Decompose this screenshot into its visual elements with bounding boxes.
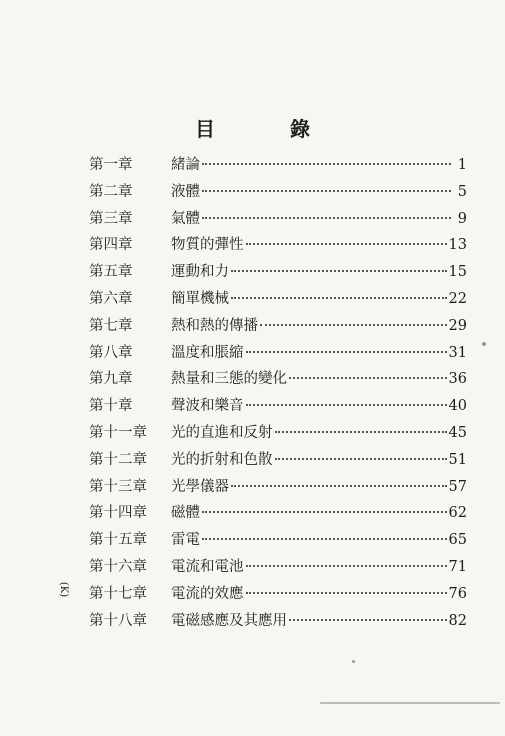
- chapter-number: 第十四章: [89, 505, 147, 522]
- chapter-title: 氣體: [171, 210, 200, 227]
- dot-leader: [202, 511, 447, 513]
- toc-entry[interactable]: [89, 527, 467, 554]
- chapter-title: 雷電: [171, 532, 200, 549]
- toc-entry[interactable]: [89, 152, 467, 179]
- dot-leader: [246, 243, 447, 245]
- page-number: 13: [448, 237, 467, 254]
- toc-entry[interactable]: [89, 179, 467, 206]
- chapter-title: 熱和熱的傳播: [171, 317, 258, 334]
- chapter-title: 溫度和脹縮: [171, 344, 244, 361]
- side-page-mark: (K): [58, 581, 70, 598]
- page-number: 15: [448, 264, 467, 281]
- chapter-number: 第十二章: [89, 451, 147, 468]
- dot-leader: [202, 163, 451, 165]
- chapter-number: 第十一章: [89, 424, 147, 441]
- chapter-title: 聲波和樂音: [171, 398, 244, 415]
- dot-leader: [275, 458, 447, 460]
- dot-leader: [231, 485, 447, 487]
- dot-leader: [289, 377, 447, 379]
- page-number: 82: [448, 612, 467, 629]
- chapter-title: 簡單機械: [171, 290, 229, 307]
- dot-leader: [246, 592, 447, 594]
- chapter-title: 光學儀器: [171, 478, 229, 495]
- dot-leader: [275, 431, 447, 433]
- page-number: 76: [448, 585, 467, 602]
- dot-leader: [246, 351, 447, 353]
- page-number: 51: [448, 451, 467, 468]
- chapter-title: 電流和電池: [171, 558, 244, 575]
- table-of-contents: [89, 152, 467, 634]
- chapter-title: 物質的彈性: [171, 237, 244, 254]
- toc-entry[interactable]: [89, 340, 467, 367]
- chapter-number: 第十五章: [89, 532, 147, 549]
- page-number: 9: [457, 210, 467, 227]
- chapter-number: 第三章: [89, 210, 133, 227]
- page-title: 目 錄: [195, 117, 344, 141]
- chapter-number: 第二章: [89, 183, 133, 200]
- page-number: 31: [448, 344, 467, 361]
- toc-entry[interactable]: [89, 420, 467, 447]
- ink-smudge: [482, 342, 486, 346]
- chapter-number: 第十三章: [89, 478, 147, 495]
- chapter-title: 電流的效應: [171, 585, 244, 602]
- page-number: 1: [457, 157, 467, 173]
- chapter-number: 第七章: [89, 317, 133, 334]
- dot-leader: [289, 619, 447, 621]
- toc-entry[interactable]: [89, 232, 467, 259]
- page-number: 45: [448, 424, 467, 441]
- ink-smudge: [352, 660, 355, 663]
- chapter-number: 第四章: [89, 237, 133, 254]
- toc-entry[interactable]: [89, 259, 467, 286]
- toc-entry[interactable]: [89, 393, 467, 420]
- toc-entry[interactable]: [89, 608, 467, 635]
- page-number: 36: [448, 371, 467, 388]
- chapter-number: 第九章: [89, 371, 133, 388]
- toc-entry[interactable]: [89, 286, 467, 313]
- dot-leader: [202, 538, 447, 540]
- chapter-title: 運動和力: [171, 264, 229, 281]
- chapter-title: 熱量和三態的變化: [171, 371, 287, 388]
- toc-entry[interactable]: [89, 206, 467, 233]
- dot-leader: [231, 297, 447, 299]
- toc-entry[interactable]: [89, 474, 467, 501]
- page-number: 40: [448, 398, 467, 415]
- dot-leader: [202, 190, 451, 192]
- dot-leader: [231, 270, 447, 272]
- dot-leader: [246, 404, 447, 406]
- chapter-title: 電磁感應及其應用: [171, 612, 287, 629]
- dot-leader: [246, 565, 447, 567]
- dot-leader: [260, 324, 447, 326]
- page-number: 62: [448, 505, 467, 522]
- chapter-number: 第十八章: [89, 612, 147, 629]
- toc-entry[interactable]: [89, 447, 467, 474]
- page-number: 57: [448, 478, 467, 495]
- page-number: 29: [448, 317, 467, 334]
- chapter-number: 第十六章: [89, 558, 147, 575]
- toc-entry[interactable]: [89, 554, 467, 581]
- chapter-title: 磁體: [171, 505, 200, 522]
- chapter-number: 第六章: [89, 290, 133, 307]
- chapter-title: 光的直進和反射: [171, 424, 273, 441]
- chapter-number: 第八章: [89, 344, 133, 361]
- chapter-number: 第五章: [89, 264, 133, 281]
- dot-leader: [202, 217, 451, 219]
- chapter-title: 光的折射和色散: [171, 451, 273, 468]
- toc-entry[interactable]: [89, 313, 467, 340]
- scan-edge-mark: [320, 702, 500, 704]
- page-number: 22: [448, 290, 467, 307]
- chapter-number: 第十章: [89, 398, 133, 415]
- toc-entry[interactable]: [89, 500, 467, 527]
- page-number: 65: [448, 532, 467, 549]
- toc-entry[interactable]: [89, 581, 467, 608]
- chapter-title: 緒論: [171, 157, 200, 173]
- toc-entry[interactable]: [89, 366, 467, 393]
- chapter-title: 液體: [171, 183, 200, 200]
- page-number: 5: [457, 183, 467, 200]
- page-number: 71: [448, 558, 467, 575]
- chapter-number: 第十七章: [89, 585, 147, 602]
- chapter-number: 第一章: [89, 157, 133, 173]
